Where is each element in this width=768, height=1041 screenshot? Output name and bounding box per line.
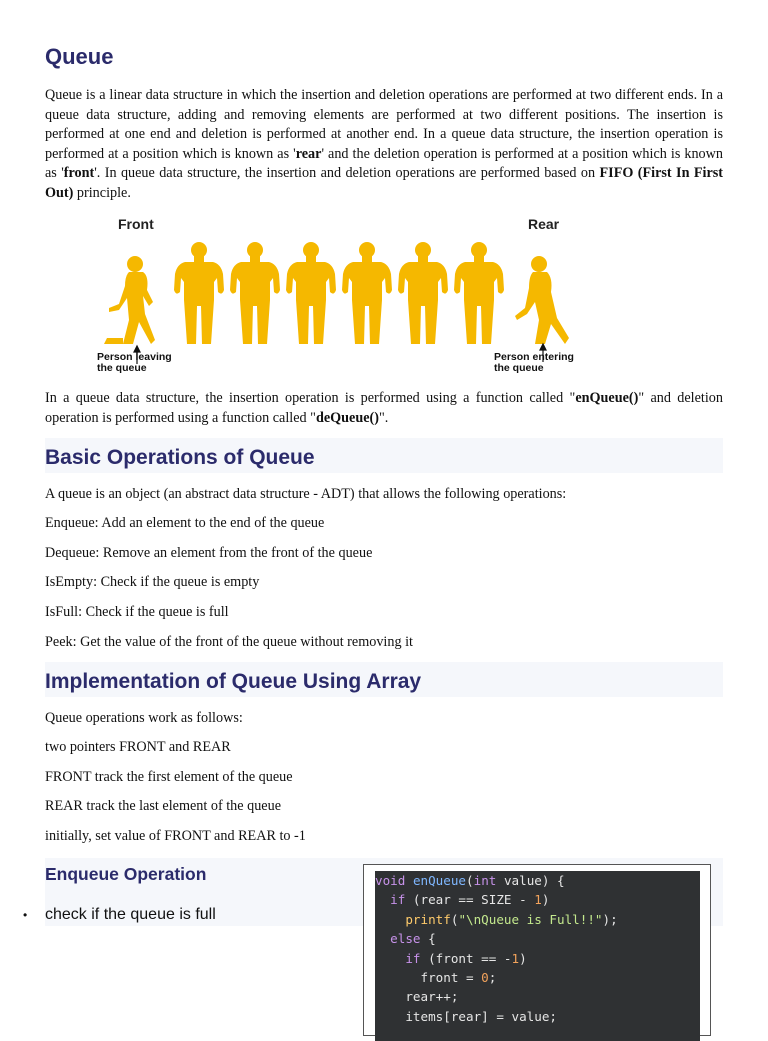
intro-text-2: ' and the deletion operation is performed at a position which is known as ' bbox=[45, 145, 723, 181]
enqueue-bullet-item bbox=[23, 906, 216, 924]
intro-rear-term: rear bbox=[295, 145, 322, 162]
dequeue-function-term: deQueue() bbox=[315, 409, 379, 426]
intro-text-3: '. In queue data structure, the insertion and deletion operations are performed based on bbox=[94, 165, 600, 181]
code-line-5: if (front == -1) bbox=[405, 950, 527, 966]
person-in-queue-1 bbox=[174, 242, 224, 344]
code-line-7: rear++; bbox=[405, 989, 459, 1005]
functions-text-3: ". bbox=[379, 409, 389, 426]
functions-text-2: " and deletion operation is performed using a function called " bbox=[45, 390, 723, 426]
enqueue-bullet-text: check if the queue is full bbox=[45, 906, 216, 923]
front-label: Front bbox=[118, 216, 154, 232]
leaving-caption bbox=[97, 352, 217, 374]
person-in-queue-3 bbox=[286, 242, 336, 344]
basic-ops-line: IsEmpty: Check if the queue is empty bbox=[45, 574, 260, 590]
person-leaving-figure bbox=[104, 256, 155, 344]
entering-caption-line-1: Person entering bbox=[494, 351, 574, 363]
rear-label: Rear bbox=[528, 216, 560, 232]
leaving-caption-line-2: the queue bbox=[97, 362, 147, 374]
functions-text-1: In a queue data structure, the insertion operation is performed using a function called " bbox=[45, 390, 576, 406]
basic-ops-line: Peek: Get the value of the front of the queue without removing it bbox=[45, 634, 413, 650]
basic-operations-header bbox=[45, 438, 723, 473]
intro-text-4: principle. bbox=[73, 184, 131, 201]
basic-ops-line: A queue is an object (an abstract data structure - ADT) that allows the following operations: bbox=[45, 486, 567, 502]
implementation-line: FRONT track the first element of the queue bbox=[45, 769, 293, 785]
code-block bbox=[375, 871, 700, 1041]
code-line-6: front = 0; bbox=[420, 970, 497, 986]
queue-illustration bbox=[95, 212, 615, 382]
basic-operations-heading: Basic Operations of Queue bbox=[45, 446, 315, 469]
code-line-4: else { bbox=[390, 931, 436, 947]
implementation-line: Queue operations work as follows: bbox=[45, 710, 243, 726]
implementation-line: initially, set value of FRONT and REAR to -1 bbox=[45, 828, 306, 844]
code-snippet-frame bbox=[363, 864, 711, 1036]
code-line-1: void enQueue(int value) { bbox=[375, 873, 565, 888]
code-line-8: items[rear] = value; bbox=[405, 1008, 557, 1024]
intro-front-term: front bbox=[63, 165, 95, 181]
functions-paragraph bbox=[45, 389, 723, 428]
implementation-line: REAR track the last element of the queue bbox=[45, 798, 281, 814]
implementation-heading: Implementation of Queue Using Array bbox=[45, 670, 422, 693]
page-title: Queue bbox=[45, 44, 114, 69]
person-entering-figure bbox=[515, 256, 569, 344]
basic-ops-line: IsFull: Check if the queue is full bbox=[45, 604, 229, 620]
basic-ops-line: Dequeue: Remove an element from the front of the queue bbox=[45, 545, 373, 561]
person-in-queue-5 bbox=[398, 242, 448, 344]
implementation-header bbox=[45, 662, 723, 697]
person-in-queue-2 bbox=[230, 242, 280, 344]
entering-caption bbox=[494, 352, 614, 374]
code-line-3: printf("\nQueue is Full!!"); bbox=[405, 911, 618, 927]
basic-ops-line: Enqueue: Add an element to the end of the queue bbox=[45, 515, 325, 531]
code-line-2: if (rear == SIZE - 1) bbox=[390, 892, 550, 908]
entering-caption-line-2: the queue bbox=[494, 362, 544, 374]
leaving-caption-line-1: Person leaving bbox=[97, 351, 172, 363]
intro-text-1: Queue is a linear data structure in which the insertion and deletion operations are performed at two different ends. In a queue data structure, adding and removing elements are performed at two different positions. The insertion is performed at one end and deletion is performed at another end. In a queue data structure, the insertion operation is performed at a position which is known as ' bbox=[45, 87, 723, 162]
person-in-queue-4 bbox=[342, 242, 392, 344]
implementation-line: two pointers FRONT and REAR bbox=[45, 739, 231, 755]
intro-paragraph bbox=[45, 86, 723, 203]
bullet-dot: • bbox=[23, 908, 28, 922]
person-in-queue-6 bbox=[454, 242, 504, 344]
enqueue-heading: Enqueue Operation bbox=[45, 864, 207, 884]
enqueue-function-term: enQueue() bbox=[575, 390, 639, 406]
intro-fifo-term: FIFO (First In First Out) bbox=[45, 165, 723, 201]
